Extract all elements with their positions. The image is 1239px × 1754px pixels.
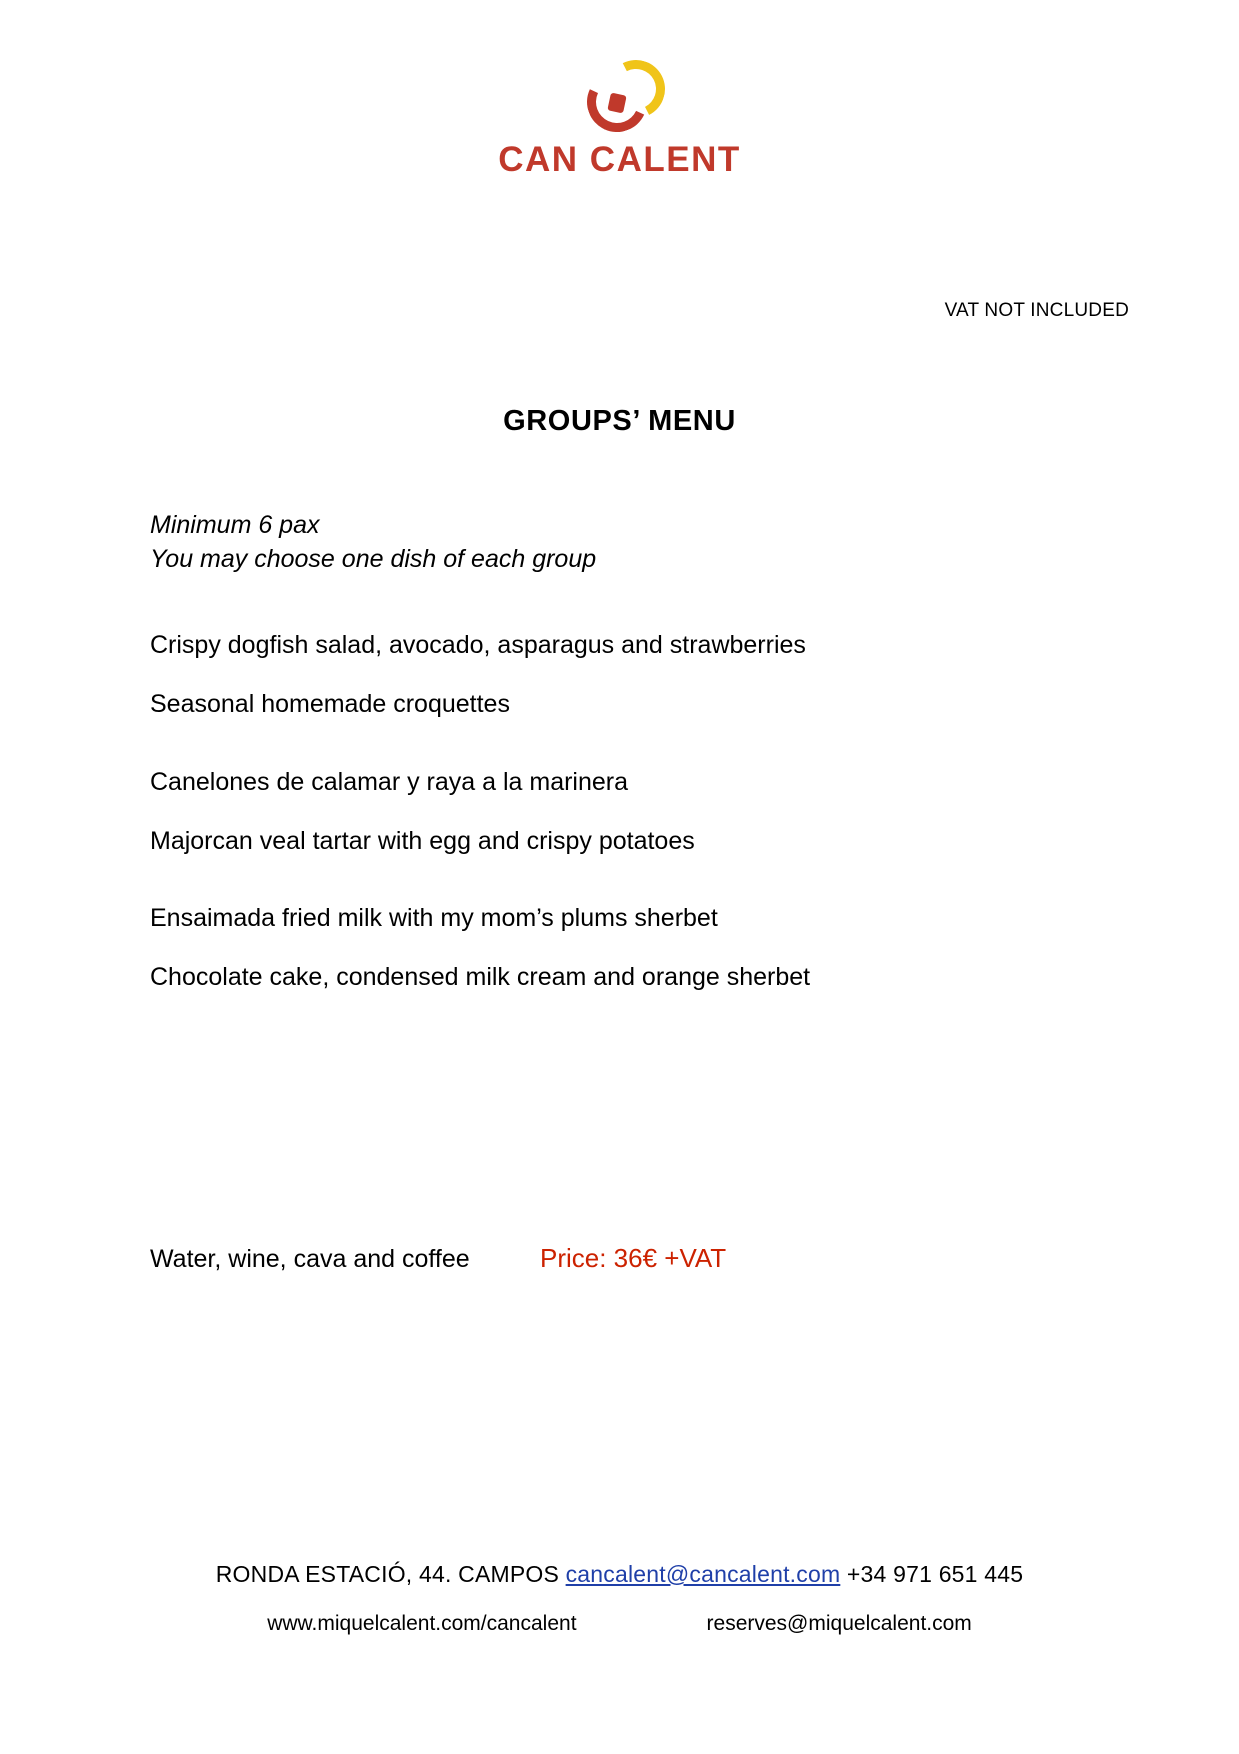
intro-line-1: Minimum 6 pax (150, 511, 320, 539)
footer-links (0, 1612, 1239, 1636)
dish-item: Canelones de calamar y raya a la marinera (150, 767, 629, 796)
page-title: GROUPS’ MENU (503, 405, 736, 437)
intro-line-2: You may choose one dish of each group (150, 545, 597, 573)
contact-email-link[interactable]: cancalent@cancalent.com (565, 1561, 841, 1587)
price-text: Price: 36€ +VAT (540, 1243, 727, 1273)
website-text[interactable]: www.miquelcalent.com/cancalent (267, 1612, 577, 1635)
course-group-starters (150, 630, 1110, 721)
page-footer (0, 1561, 1239, 1636)
vat-note: VAT NOT INCLUDED (944, 300, 1129, 321)
dish-item: Majorcan veal tartar with egg and crispy potatoes (150, 826, 695, 855)
dish-item: Seasonal homemade croquettes (150, 690, 510, 719)
address-text: RONDA ESTACIÓ, 44. CAMPOS (215, 1561, 566, 1587)
address-line (0, 1561, 1239, 1588)
menu-intro (150, 508, 1110, 576)
dish-item: Chocolate cake, condensed milk cream and orange sherbet (150, 963, 811, 992)
course-group-desserts (150, 903, 1110, 994)
dish-item: Crispy dogfish salad, avocado, asparagus and strawberries (150, 631, 806, 659)
drinks-and-price-row (150, 1243, 1110, 1274)
brand-name: CAN CALENT (498, 140, 741, 179)
dish-item: Ensaimada fried milk with my mom’s plums sherbet (150, 904, 718, 932)
phone-text: +34 971 651 445 (840, 1561, 1024, 1587)
menu-content (150, 508, 1110, 1040)
can-calent-logo-icon (585, 58, 655, 134)
drinks-text: Water, wine, cava and coffee (150, 1245, 470, 1273)
logo-dot-red (607, 93, 626, 114)
reserves-email-text[interactable]: reserves@miquelcalent.com (706, 1612, 972, 1635)
course-group-mains (150, 767, 1110, 858)
brand-logo (0, 58, 1239, 180)
